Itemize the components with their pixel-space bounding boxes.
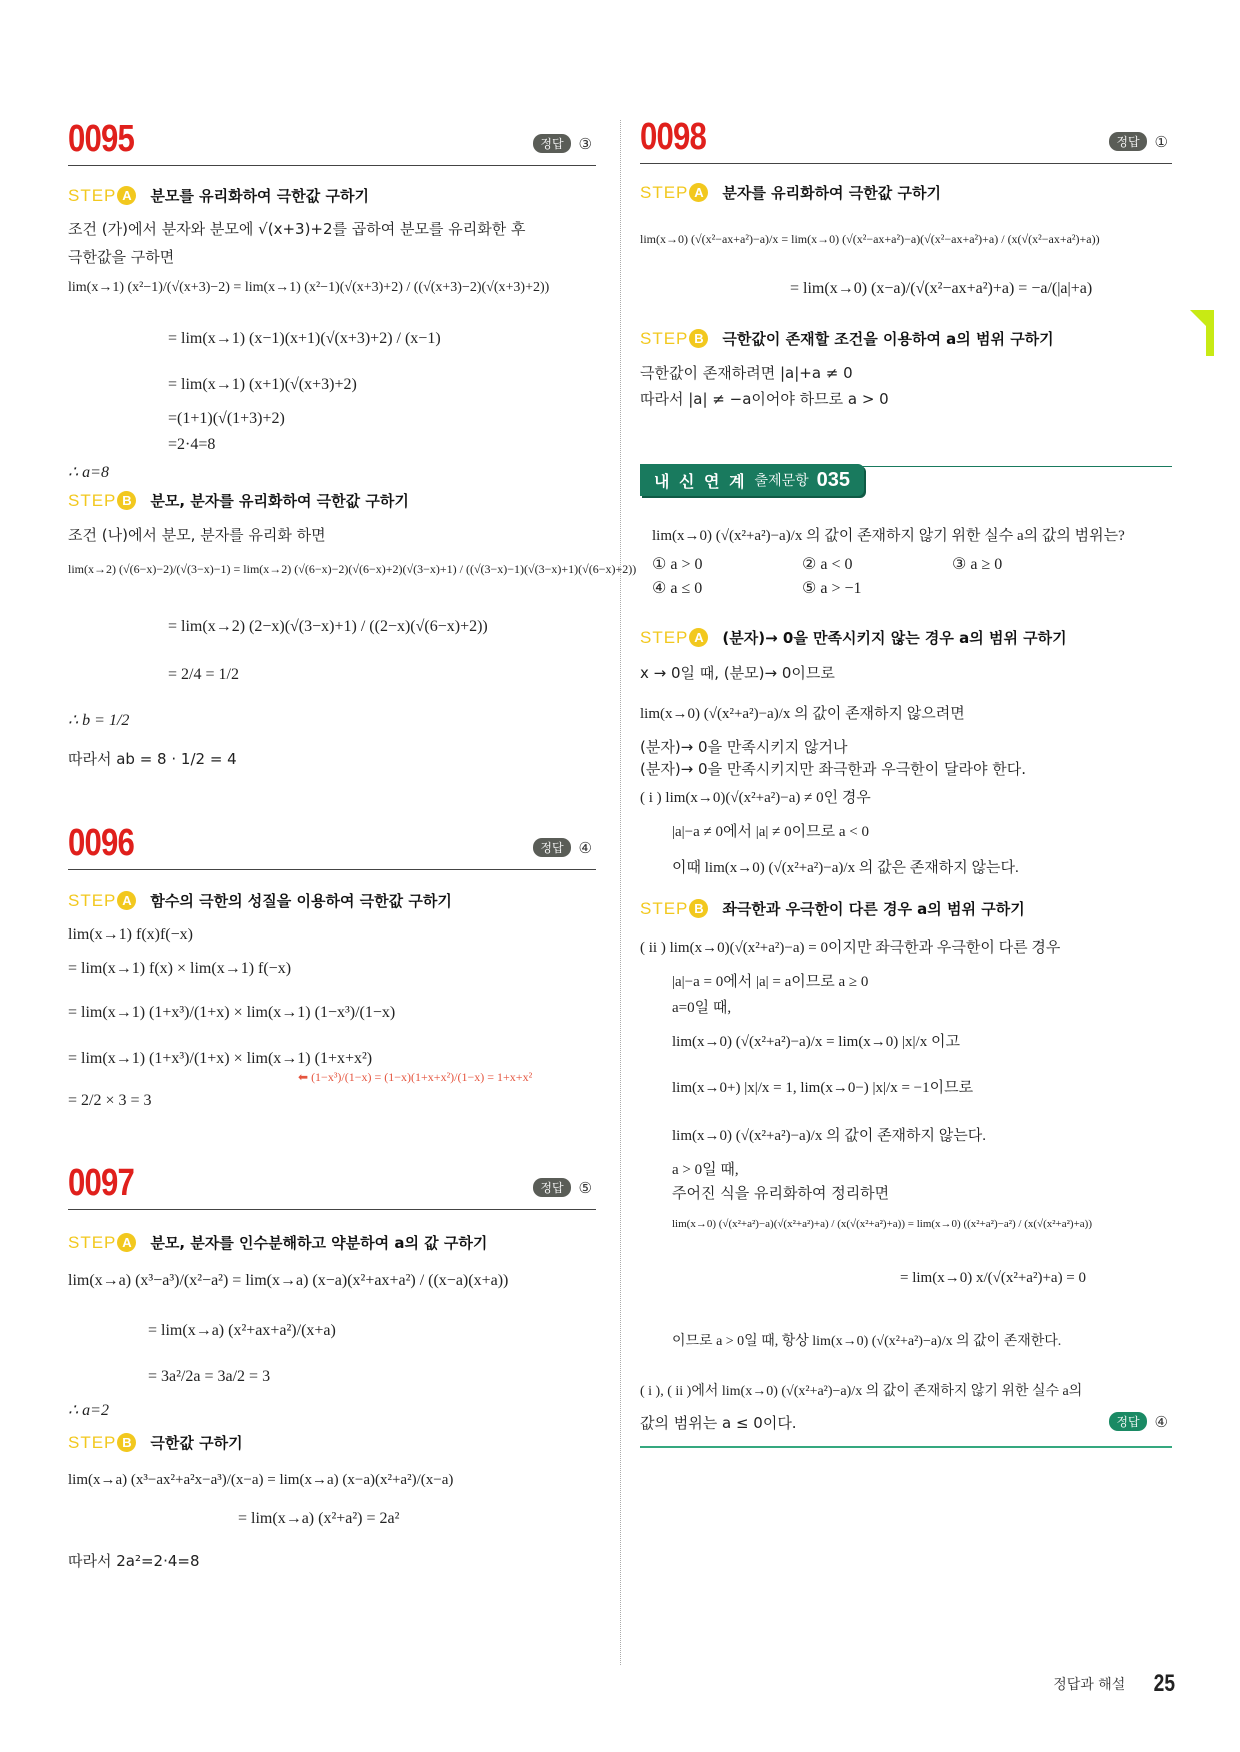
- text-line: (분자)→ 0을 만족시키지만 좌극한과 우극한이 달라야 한다.: [640, 760, 1026, 778]
- math-line: ( i ) lim(x→0)(√(x²+a²)−a) ≠ 0인 경우: [640, 790, 871, 806]
- step-title: 분모를 유리화하여 극한값 구하기: [150, 187, 369, 205]
- step-letter-icon: B: [689, 329, 708, 348]
- math-line: = lim(x→a) (x²+a²) = 2a²: [238, 1510, 400, 1527]
- step-letter-icon: A: [117, 891, 136, 910]
- math-line: =(1+1)(√(1+3)+2): [168, 410, 285, 427]
- step-letter-icon: A: [117, 1233, 136, 1252]
- naesin-answer: [1109, 1412, 1168, 1431]
- chapter-tab-marker: [1206, 310, 1214, 356]
- math-line: lim(x→0) (√(x²+a²)−a)/x 의 값이 존재하지 않는다.: [672, 1128, 987, 1144]
- answer-value: ④: [1154, 1412, 1168, 1431]
- step-title: 극한값이 존재할 조건을 이용하여 a의 범위 구하기: [722, 330, 1054, 348]
- text-line: 조건 (나)에서 분모, 분자를 유리화 하면: [68, 526, 326, 544]
- text-line: x → 0일 때, (분모)→ 0이므로: [640, 664, 835, 682]
- step-heading: STEP B 분모, 분자를 유리화하여 극한값 구하기: [68, 490, 409, 510]
- page-footer: [1053, 1670, 1178, 1698]
- step-title: 분자를 유리화하여 극한값 구하기: [722, 184, 941, 202]
- math-line: = lim(x→1) (x−1)(x+1)(√(x+3)+2) / (x−1): [168, 330, 441, 347]
- section-rule: [860, 466, 1172, 467]
- choice-2: ② a < 0: [802, 556, 853, 573]
- step-letter-icon: B: [117, 491, 136, 510]
- answer-badge: 정답: [533, 1178, 570, 1197]
- problem-header-0095: [68, 118, 596, 166]
- answer-value: ③: [578, 134, 592, 153]
- math-line: = lim(x→a) (x²+ax+a²)/(x+a): [148, 1322, 336, 1339]
- step-title: 함수의 극한의 성질을 이용하여 극한값 구하기: [150, 892, 452, 910]
- math-conclusion: ∴ a=8: [68, 464, 109, 481]
- text-line: 조건 (가)에서 분자와 분모에 √(x+3)+2를 곱하여 분모를 유리화한 후: [68, 220, 526, 238]
- math-line: lim(x→2) (√(6−x)−2)/(√(3−x)−1) = lim(x→2) (√(6−x)−2)(√(6−x)+2)(√(3−x)+1) / ((√(3−x)−1)(√(3−x)+1)(√(6−x)+2)): [68, 562, 637, 576]
- math-line: lim(x→a) (x³−ax²+a²x−a³)/(x−a) = lim(x→a) (x−a)(x²+a²)/(x−a): [68, 1472, 454, 1488]
- problem-number: 0095: [68, 118, 135, 160]
- math-conclusion: ∴ b = 1/2: [68, 712, 130, 729]
- answer-badge: 정답: [533, 134, 570, 153]
- answer: [533, 134, 592, 153]
- answer-badge: 정답: [1109, 1412, 1146, 1431]
- answer: [533, 838, 592, 857]
- naesin-banner: [640, 464, 864, 496]
- math-line: = lim(x→0) (x−a)/(√(x²−ax+a²)+a) = −a/(|a|+a): [790, 280, 1093, 297]
- problem-number: 0098: [640, 116, 707, 158]
- math-line: a > 0일 때,: [672, 1162, 739, 1178]
- answer-value: ④: [578, 838, 592, 857]
- problem-number: 0097: [68, 1162, 135, 1204]
- naesin-label: 내 신 연 계: [654, 471, 747, 491]
- step-letter-icon: A: [689, 183, 708, 202]
- step-heading: STEP A 분모, 분자를 인수분해하고 약분하여 a의 값 구하기: [68, 1232, 488, 1252]
- math-line: = 2/4 = 1/2: [168, 666, 239, 683]
- step-title: 분모, 분자를 인수분해하고 약분하여 a의 값 구하기: [150, 1234, 488, 1252]
- math-line: =2·4=8: [168, 436, 216, 453]
- step-letter-icon: B: [117, 1433, 136, 1452]
- math-line: = 2/2 × 3 = 3: [68, 1092, 152, 1109]
- step-heading: STEP B 좌극한과 우극한이 다른 경우 a의 범위 구하기: [640, 898, 1025, 918]
- math-line: lim(x→0) (√(x²−ax+a²)−a)/x = lim(x→0) (√(x²−ax+a²)−a)(√(x²−ax+a²)+a) / (x(√(x²−ax+a²)+a)): [640, 232, 1100, 246]
- math-line: lim(x→1) f(x)f(−x): [68, 926, 193, 943]
- choice-4: ④ a ≤ 0: [652, 580, 703, 597]
- text-line: 극한값을 구하면: [68, 248, 175, 266]
- text-line: 극한값이 존재하려면 |a|+a ≠ 0: [640, 364, 853, 382]
- step-letter-icon: A: [689, 628, 708, 647]
- step-heading: STEP A 함수의 극한의 성질을 이용하여 극한값 구하기: [68, 890, 452, 910]
- naesin-sublabel: 출제문항: [754, 473, 809, 489]
- step-title: 극한값 구하기: [150, 1434, 243, 1452]
- math-line: |a|−a = 0에서 |a| = a이므로 a ≥ 0: [672, 974, 869, 990]
- problem-header-0097: [68, 1162, 596, 1210]
- text-line: (분자)→ 0을 만족시키지 않거나: [640, 738, 848, 756]
- problem-number: 0096: [68, 822, 135, 864]
- step-title: (분자)→ 0을 만족시키지 않는 경우 a의 범위 구하기: [722, 629, 1067, 647]
- math-line: = lim(x→1) (x+1)(√(x+3)+2): [168, 376, 357, 393]
- math-line: 이때 lim(x→0) (√(x²+a²)−a)/x 의 값은 존재하지 않는다.: [672, 860, 1019, 876]
- step-heading: STEP B 극한값 구하기: [68, 1432, 243, 1452]
- problem-header-0098: [640, 116, 1172, 164]
- section-end-rule: [640, 1446, 1172, 1448]
- answer: [1109, 132, 1168, 151]
- choice-1: ① a > 0: [652, 556, 703, 573]
- naesin-number: 035: [816, 468, 851, 491]
- math-line: = lim(x→1) (1+x³)/(1+x) × lim(x→1) (1−x³)/(1−x): [68, 1004, 396, 1021]
- footer-label: 정답과 해설: [1053, 1677, 1126, 1693]
- text-line: 값의 범위는 a ≤ 0이다.: [640, 1414, 797, 1432]
- math-line: ( ii ) lim(x→0)(√(x²+a²)−a) = 0이지만 좌극한과 우극한이 다른 경우: [640, 940, 1061, 956]
- naesin-linked-section: [640, 464, 1172, 496]
- step-heading: STEP A 분모를 유리화하여 극한값 구하기: [68, 185, 369, 205]
- text-line: 주어진 식을 유리화하여 정리하면: [672, 1184, 890, 1202]
- answer-badge: 정답: [533, 838, 570, 857]
- math-line: = lim(x→2) (2−x)(√(3−x)+1) / ((2−x)(√(6−x)+2)): [168, 618, 488, 635]
- math-line: = lim(x→1) f(x) × lim(x→1) f(−x): [68, 960, 292, 977]
- step-heading: STEP A (분자)→ 0을 만족시키지 않는 경우 a의 범위 구하기: [640, 627, 1067, 647]
- question-text: lim(x→0) (√(x²+a²)−a)/x 의 값이 존재하지 않기 위한 실수 a의 값의 범위는?: [652, 528, 1125, 544]
- page-number: 25: [1153, 1670, 1176, 1697]
- text-line: 따라서 |a| ≠ −a이어야 하므로 a > 0: [640, 390, 889, 408]
- text-line: 따라서 ab = 8 · 1/2 = 4: [68, 750, 237, 768]
- column-divider: [620, 120, 621, 1665]
- step-heading: STEP A 분자를 유리화하여 극한값 구하기: [640, 182, 941, 202]
- answer-value: ⑤: [578, 1178, 592, 1197]
- math-line: lim(x→0) (√(x²+a²)−a)/x 의 값이 존재하지 않으려면: [640, 706, 965, 722]
- math-conclusion: ∴ a=2: [68, 1402, 109, 1419]
- text-line: 따라서 2a²=2·4=8: [68, 1552, 200, 1570]
- math-line: a=0일 때,: [672, 1000, 732, 1016]
- step-title: 분모, 분자를 유리화하여 극한값 구하기: [150, 492, 409, 510]
- math-line: lim(x→0) (√(x²+a²)−a)(√(x²+a²)+a) / (x(√(x²+a²)+a)) = lim(x→0) ((x²+a²)−a²) / (x(√(x²+a²)+a)): [672, 1218, 1093, 1230]
- math-line: |a|−a ≠ 0에서 |a| ≠ 0이므로 a < 0: [672, 824, 869, 840]
- math-line: = lim(x→0) x/(√(x²+a²)+a) = 0: [900, 1270, 1087, 1286]
- choice-5: ⑤ a > −1: [802, 580, 862, 597]
- math-line: lim(x→0) (√(x²+a²)−a)/x = lim(x→0) |x|/x 이고: [672, 1034, 960, 1050]
- step-title: 좌극한과 우극한이 다른 경우 a의 범위 구하기: [722, 900, 1025, 918]
- answer: [533, 1178, 592, 1197]
- math-line: ( i ), ( ii )에서 lim(x→0) (√(x²+a²)−a)/x 의 값이 존재하지 않기 위한 실수 a의: [640, 1384, 1083, 1399]
- step-letter-icon: A: [117, 186, 136, 205]
- problem-header-0096: [68, 822, 596, 870]
- math-line: 이므로 a > 0일 때, 항상 lim(x→0) (√(x²+a²)−a)/x 의 값이 존재한다.: [672, 1334, 1062, 1349]
- step-letter-icon: B: [689, 899, 708, 918]
- math-line: lim(x→1) (x²−1)/(√(x+3)−2) = lim(x→1) (x²−1)(√(x+3)+2) / ((√(x+3)−2)(√(x+3)+2)): [68, 280, 550, 295]
- math-line: = 3a²/2a = 3a/2 = 3: [148, 1368, 271, 1385]
- annotation-note: ⬅ (1−x³)/(1−x) = (1−x)(1+x+x²)/(1−x) = 1+x+x²: [298, 1070, 533, 1084]
- math-line: = lim(x→1) (1+x³)/(1+x) × lim(x→1) (1+x+x²): [68, 1050, 373, 1067]
- math-line: lim(x→0+) |x|/x = 1, lim(x→0−) |x|/x = −1이므로: [672, 1080, 974, 1096]
- step-heading: STEP B 극한값이 존재할 조건을 이용하여 a의 범위 구하기: [640, 328, 1054, 348]
- math-line: lim(x→a) (x³−a³)/(x²−a²) = lim(x→a) (x−a)(x²+ax+a²) / ((x−a)(x+a)): [68, 1272, 509, 1289]
- choice-3: ③ a ≥ 0: [952, 556, 1003, 573]
- answer-badge: 정답: [1109, 132, 1146, 151]
- answer-value: ①: [1154, 132, 1168, 151]
